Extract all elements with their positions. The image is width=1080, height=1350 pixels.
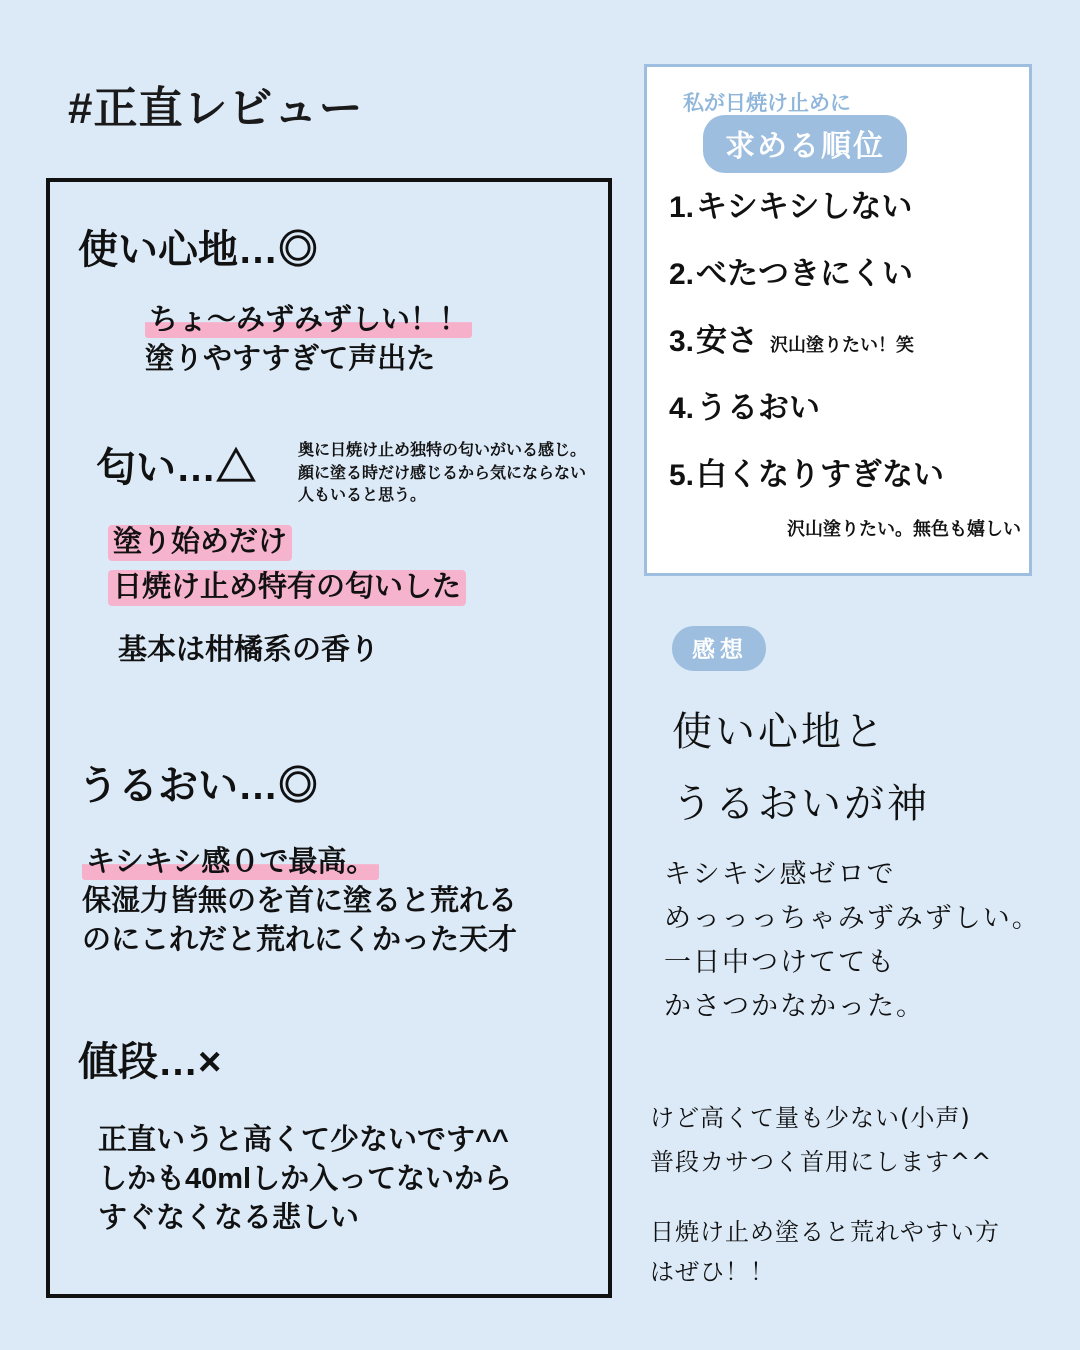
section-heading: うるおい…◎ <box>78 764 318 808</box>
impression-closing-line: 日焼け止め塗ると荒れやすい方 <box>650 1218 1000 1246</box>
impression-aside-line: 普段カサつく首用にします^^ <box>650 1148 993 1176</box>
list-item <box>669 248 1019 293</box>
review-section-price <box>50 1030 608 1238</box>
rank-number: 2. <box>669 258 695 291</box>
ranking-kicker: 私が日焼け止めに <box>683 92 851 115</box>
ranking-title-label: 求める順位 <box>703 115 907 173</box>
section-heading: 値段…× <box>78 1040 222 1084</box>
review-section-moisture <box>50 754 608 960</box>
review-line: 日焼け止め特有の匂いした <box>108 568 608 607</box>
list-item <box>669 181 1019 226</box>
review-line: 保湿力皆無のを首に塗ると荒れる <box>82 884 518 917</box>
review-section-smell <box>50 436 608 670</box>
impression-title-label: 感想 <box>672 626 766 671</box>
ranking-list <box>669 181 1019 516</box>
rank-label: 安さ <box>696 323 759 358</box>
impression-title-badge <box>672 626 766 671</box>
section-heading: 匂い…△ <box>96 446 256 490</box>
review-line: しかも40mlしか入ってないから <box>98 1162 513 1195</box>
rank-number: 4. <box>669 392 695 425</box>
rank-subnote: 沢山塗りたい！笑 <box>770 335 915 355</box>
rank-number: 1. <box>669 191 695 224</box>
review-line: 塗りやすすぎて声出た <box>145 342 436 375</box>
page-title: #正直レビュー <box>68 84 364 133</box>
review-line: ちょ〜みずみずしい！！ <box>145 301 608 340</box>
section-heading: 使い心地…◎ <box>78 228 318 272</box>
ranking-footnote: 沢山塗りたい。無色も嬉しい <box>787 519 1021 539</box>
review-section-usability <box>50 218 608 379</box>
list-item <box>669 315 1019 360</box>
ranking-card <box>644 64 1032 576</box>
rank-label: うるおい <box>696 390 821 425</box>
impression-body-line: めっっっちゃみずみずしい。 <box>664 903 1041 934</box>
impression-body-line: キシキシ感ゼロで <box>664 859 896 890</box>
impression-headline: 使い心地と <box>672 709 887 755</box>
review-card <box>46 178 612 1298</box>
rank-label: べたつきにくい <box>696 256 914 291</box>
impression-headline: うるおいが神 <box>672 781 930 827</box>
rank-label: 白くなりすぎない <box>696 457 945 492</box>
ranking-title-badge <box>703 115 907 173</box>
section-note: 奥に日焼け止め独特の匂いがいる感じ。顔に塗る時だけ感じるから気にならない人もいると思う。 <box>298 442 587 505</box>
impression-body-line: かさつかなかった。 <box>664 991 925 1022</box>
review-line: 塗り始めだけ <box>108 523 608 562</box>
rank-number: 3. <box>669 325 695 358</box>
list-item <box>669 449 1019 494</box>
rank-number: 5. <box>669 459 695 492</box>
impression-closing-line: はぜひ！！ <box>650 1258 775 1286</box>
impression-body-line: 一日中つけてても <box>664 947 896 978</box>
review-line: キシキシ感０で最高。 <box>82 843 608 882</box>
review-line: すぐなくなる悲しい <box>98 1201 360 1234</box>
list-item <box>669 382 1019 427</box>
impression-aside-line: けど高くて量も少ない(小声) <box>650 1104 971 1132</box>
review-line: 基本は柑橘系の香り <box>118 633 380 666</box>
review-line: 正直いうと高くて少ないです^^ <box>98 1124 509 1156</box>
review-line: のにこれだと荒れにくかった天才 <box>82 923 518 956</box>
rank-label: キシキシしない <box>696 189 913 224</box>
